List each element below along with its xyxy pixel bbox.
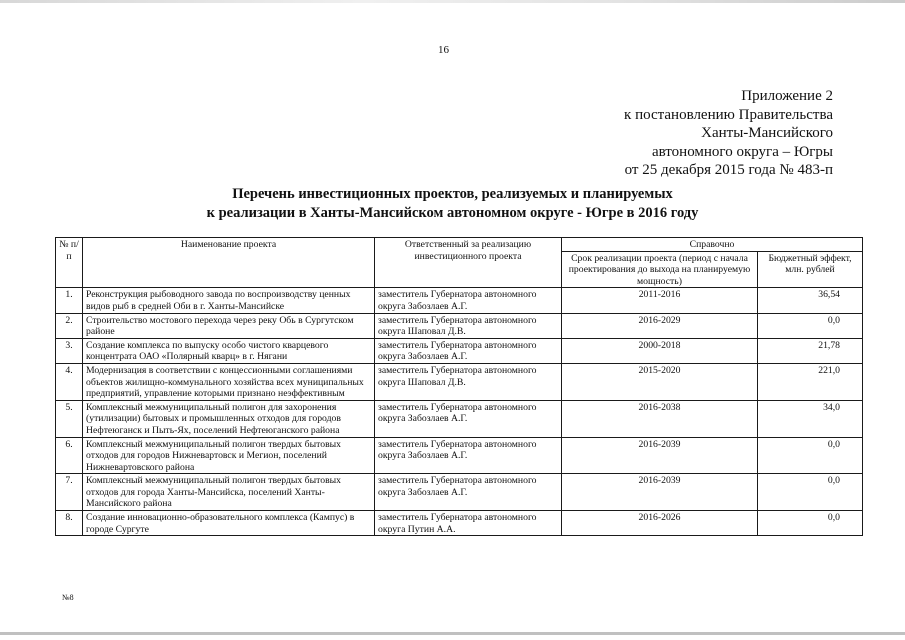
row-period: 2016-2039: [562, 474, 758, 511]
table-row: [56, 511, 863, 536]
row-effect: 34,0: [758, 400, 863, 437]
table-row: [56, 313, 863, 338]
row-number: 2.: [56, 313, 83, 338]
row-period: 2016-2029: [562, 313, 758, 338]
row-responsible: заместитель Губернатора автономного округа Забозлаев А.Г.: [375, 288, 562, 313]
table-row: [56, 363, 863, 400]
row-responsible: заместитель Губернатора автономного округа Забозлаев А.Г.: [375, 338, 562, 363]
projects-table: [55, 237, 863, 536]
row-number: 8.: [56, 511, 83, 536]
row-project: Создание инновационно-образовательного комплекса (Кампус) в городе Сургуте: [83, 511, 375, 536]
page-number: 16: [438, 44, 449, 56]
row-project: Модернизация в соответствии с концессионными соглашениями объектов жилищно-коммунального хозяйства всех муниципальных предприятий, управление которыми признано неэффективным: [83, 363, 375, 400]
row-project: Реконструкция рыбоводного завода по воспроизводству ценных видов рыб в средней Оби в г. Ханты-Мансийске: [83, 288, 375, 313]
header-project: Наименование проекта: [83, 238, 375, 288]
row-project: Строительство мостового перехода через реку Обь в Сургутском районе: [83, 313, 375, 338]
table-row: [56, 437, 863, 474]
row-effect: 0,0: [758, 474, 863, 511]
row-responsible: заместитель Губернатора автономного округа Забозлаев А.Г.: [375, 474, 562, 511]
row-number: 4.: [56, 363, 83, 400]
row-effect: 0,0: [758, 313, 863, 338]
row-effect: 21,78: [758, 338, 863, 363]
row-period: 2016-2039: [562, 437, 758, 474]
title-line: Перечень инвестиционных проектов, реализуемых и планируемых: [232, 186, 673, 202]
table-row: [56, 400, 863, 437]
row-responsible: заместитель Губернатора автономного округа Шаповал Д.В.: [375, 363, 562, 400]
row-period: 2000-2018: [562, 338, 758, 363]
appendix-line: автономного округа – Югры: [651, 143, 833, 160]
row-effect: 36,54: [758, 288, 863, 313]
scan-edge-bottom: [0, 632, 905, 635]
appendix-header: [624, 87, 833, 180]
row-project: Комплексный межмуниципальный полигон твердых бытовых отходов для городов Нижневартовск и Мегион, поселений Нижневартовского района: [83, 437, 375, 474]
document-title: [0, 185, 905, 223]
row-responsible: заместитель Губернатора автономного округа Забозлаев А.Г.: [375, 400, 562, 437]
row-responsible: заместитель Губернатора автономного округа Шаповал Д.В.: [375, 313, 562, 338]
appendix-line: от 25 декабря 2015 года № 483-п: [624, 162, 833, 178]
row-project: Создание комплекса по выпуску особо чистого кварцевого концентрата ОАО «Полярный кварц» в г. Нягани: [83, 338, 375, 363]
title-line: к реализации в Ханты-Мансийском автономном округе - Югре в 2016 году: [206, 205, 699, 221]
row-number: 7.: [56, 474, 83, 511]
appendix-line: Приложение 2: [741, 88, 833, 104]
header-number: № п/п: [56, 238, 83, 288]
row-number: 1.: [56, 288, 83, 313]
row-number: 3.: [56, 338, 83, 363]
row-period: 2016-2038: [562, 400, 758, 437]
row-responsible: заместитель Губернатора автономного округа Путин А.А.: [375, 511, 562, 536]
row-period: 2016-2026: [562, 511, 758, 536]
row-project: Комплексный межмуниципальный полигон твердых бытовых отходов для города Ханты-Мансийска, поселений Ханты-Мансийского района: [83, 474, 375, 511]
row-effect: 0,0: [758, 511, 863, 536]
row-responsible: заместитель Губернатора автономного округа Забозлаев А.Г.: [375, 437, 562, 474]
header-period: Срок реализации проекта (период с начала проектирования до выхода на планируемую мощность): [562, 251, 758, 288]
table-row: [56, 288, 863, 313]
row-effect: 0,0: [758, 437, 863, 474]
table-row: [56, 338, 863, 363]
scan-edge-top: [0, 0, 905, 3]
header-effect: Бюджетный эффект, млн. рублей: [758, 251, 863, 288]
row-period: 2015-2020: [562, 363, 758, 400]
footer-code: №8: [62, 593, 74, 602]
header-reference: Справочно: [562, 238, 863, 252]
row-number: 6.: [56, 437, 83, 474]
table-row: [56, 474, 863, 511]
row-effect: 221,0: [758, 363, 863, 400]
header-responsible: Ответственный за реализацию инвестиционного проекта: [375, 238, 562, 288]
appendix-line: к постановлению Правительства: [624, 106, 833, 123]
row-period: 2011-2016: [562, 288, 758, 313]
appendix-line: Ханты-Мансийского: [701, 125, 833, 141]
row-number: 5.: [56, 400, 83, 437]
row-project: Комплексный межмуниципальный полигон для захоронения (утилизации) бытовых и промышленных отходов для городов Нефтеюганск и Пыть-Ях, поселений Нефтеюганского района: [83, 400, 375, 437]
